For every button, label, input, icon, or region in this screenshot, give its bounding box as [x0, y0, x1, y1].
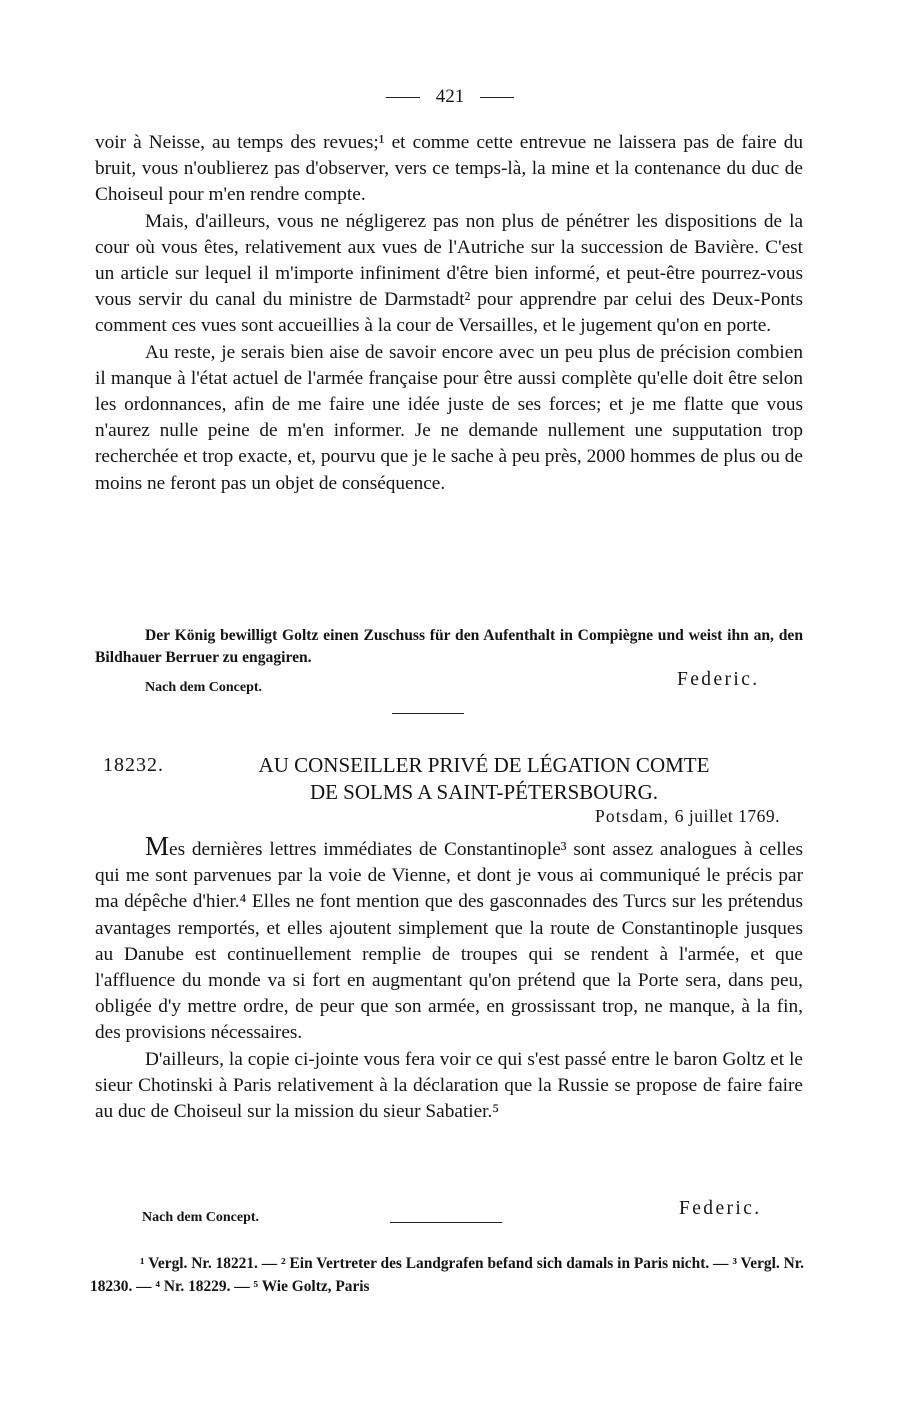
paragraph	[95, 833, 803, 1047]
previous-letter-continuation	[95, 130, 803, 497]
letter-body	[95, 833, 803, 1125]
paragraph-text: es dernières lettres immédiates de Constantinople³ sont assez analogues à celles qui me sont parvenues par la voie de Vienne, et dont je vous ai communiqué le précis par ma dépêche d'hier.⁴ Elles ne font mention que des gasconnades des Turcs sur les prétendus avantages remportés, et elles ajoutent simplement que la route de Constantinople jusques au Danube est continuellement remplie de troupes qui se rendent à l'armée, et que l'affluence du monde va si fort en augmentant qu'on prétend que la Porte sera, dans peu, obligée d'y mettre ordre, de peur que son armée, en grossissant trop, ne manque, à la fin, des provisions nécessaires.	[95, 839, 803, 1044]
paragraph: D'ailleurs, la copie ci-jointe vous fera voir ce qui s'est passé entre le baron Goltz et le sieur Chotinski à Paris relativement à la déclaration que la Russie se propose de faire faire au duc de Choiseul sur la mission du sieur Sabatier.⁵	[95, 1048, 803, 1123]
letter-heading	[95, 752, 803, 806]
initial-letter: M	[145, 831, 170, 861]
summary-text: Der König bewilligt Goltz einen Zuschuss für den Aufenthalt in Compiègne und weist ihn an, den Bildhauer Berruer zu engagiren.	[95, 627, 803, 666]
letter-number: 18232.	[103, 754, 164, 776]
footnote-text: ¹ Vergl. Nr. 18221. — ² Ein Vertreter des Landgrafen befand sich damals in Paris nicht. — ³ Vergl. Nr. 18230. — ⁴ Nr. 18229. — ⁵ Wie Goltz, Paris	[90, 1255, 804, 1295]
paragraph: Mais, d'ailleurs, vous ne négligerez pas non plus de pénétrer les dispositions de la cour où vous êtes, relativement aux vues de l'Autriche sur la succession de Bavière. C'est un article sur lequel il m'importe infiniment d'être bien informé, et peut-être pourrez-vous vous servir du canal du ministre de Darmstadt² pour apprendre par celui des Deux-Ponts comment ces vues sont accueillies à la cour de Versailles, et le jugement qu'on en porte.	[95, 210, 803, 337]
dateline	[595, 806, 780, 827]
signature: Federic.	[679, 1198, 762, 1219]
source-note: Nach dem Concept.	[142, 1210, 260, 1225]
paragraph: voir à Neisse, au temps des revues;¹ et comme cette entrevue ne laissera pas de faire du bruit, vous n'oublierez pas d'observer, vers ce temps-là, la mine et la contenance du duc de Choiseul pour m'en rendre compte.	[95, 132, 803, 206]
paragraph: Au reste, je serais bien aise de savoir encore avec un peu plus de précision combien il manque à l'état actuel de l'armée française pour être aussi complète qu'elle doit être selon les ordonnances, afin de me faire une idée juste de ses forces; et je me flatte que vous n'aurez nulle peine de m'en informer. Je ne demande nullement une supputation trop recherchée et trop exacte, et, pourvu que je le sache à peu près, 2000 hommes de plus ou de moins ne feront pas un objet de conséquence.	[95, 341, 803, 494]
heading-line: AU CONSEILLER PRIVÉ DE LÉGATION COMTE	[258, 753, 710, 777]
signature: Federic.	[677, 669, 760, 690]
date: 6 juillet 1769.	[674, 806, 780, 826]
place: Potsdam,	[594, 806, 670, 826]
header-rule-right	[480, 97, 514, 98]
page-number: 421	[435, 86, 465, 107]
page-header	[0, 86, 900, 108]
header-rule-left	[386, 97, 420, 98]
footnotes	[90, 1253, 804, 1298]
footnote-divider	[390, 1222, 502, 1223]
editorial-summary	[95, 625, 803, 669]
source-note: Nach dem Concept.	[145, 680, 263, 695]
section-divider	[392, 713, 464, 714]
heading-line: DE SOLMS A SAINT-PÉTERSBOURG.	[309, 780, 659, 804]
